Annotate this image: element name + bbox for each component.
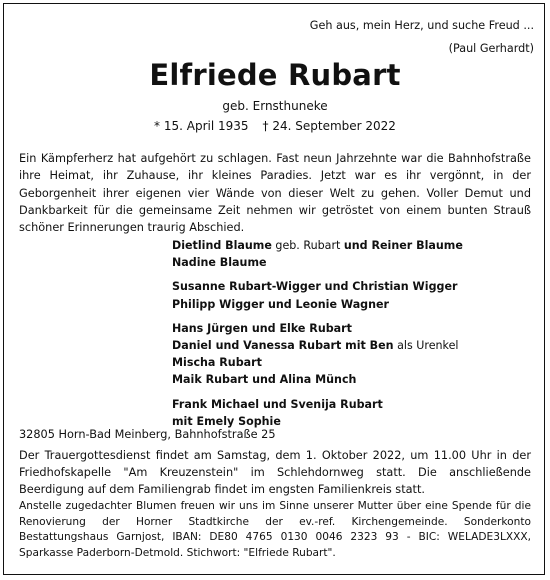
family-group [172, 320, 463, 389]
family-line: Philipp Wigger und Leonie Wagner [172, 297, 390, 311]
motto [310, 14, 534, 60]
family-group [172, 278, 463, 312]
family-line: mit Emely Sophie [172, 414, 281, 428]
death-date: † 24. September 2022 [262, 119, 396, 133]
intro-text: Ein Kämpferherz hat aufgehört zu schlagen. Fast neun Jahrzehnte war die Bahnhofstraße ihre Heimat, ihr Zuhause, ihr kleines Paradies. Jetzt war es ihr vergönnt, in der Geborgenheit ihrer eigenen vier Wände von dieser Welt zu gehen. Voller Demut und Dankbarkeit für die gemeinsame Zeit nehmen wir getröstet von einem bunten Strauß schöner Erinnerungen traurig Abschied. [19, 152, 531, 235]
donation-text: Anstelle zugedachter Blumen freuen wir uns im Sinne unserer Mutter über eine Spende für die Renovierung der Horner Stadtkirche der ev.-ref. Kirchengemeinde. Sonderkonto Bestattungshaus Garnjost, IBAN: DE80 4765 0130 0046 2323 93 - BIC: WELADE3LXXX, Sparkasse Paderborn-Detmold. Stichwort: "Elfriede Rubart". [19, 500, 531, 559]
family-line: Maik Rubart und Alina Münch [172, 373, 357, 387]
family-name: Dietlind Blaume [172, 239, 272, 252]
family-name: Daniel und Vanessa Rubart mit Ben [172, 339, 394, 353]
family-line: Susanne Rubart-Wigger und Christian Wigger [172, 280, 458, 294]
family-list [172, 237, 463, 437]
address: 32805 Horn-Bad Meinberg, Bahnhofstraße 25 [19, 428, 276, 441]
family-line: Nadine Blaume [172, 256, 267, 270]
deceased-name: Elfriede Rubart [149, 58, 401, 92]
birth-date: * 15. April 1935 [154, 119, 249, 133]
life-dates [0, 119, 550, 133]
family-group [172, 237, 463, 271]
family-line: Frank Michael und Svenija Rubart [172, 397, 383, 411]
family-line [172, 337, 463, 354]
service-text: Der Trauergottesdienst findet am Samstag, dem 1. Oktober 2022, um 11.00 Uhr in der Friedhofskapelle "Am Kreuzenstein" im Schlehdornweg statt. Die anschließende Beerdigung auf dem Familiengrab findet im engsten Familienkreis statt. [19, 449, 531, 496]
motto-quote: Geh aus, mein Herz, und suche Freud ... [309, 19, 534, 32]
family-line [172, 237, 463, 254]
family-name: und Reiner Blaume [343, 239, 463, 252]
birth-name: geb. Ernsthuneke [222, 99, 328, 113]
family-group [172, 396, 463, 430]
family-line: Hans Jürgen und Elke Rubart [172, 321, 352, 335]
family-line: Mischa Rubart [172, 356, 262, 370]
family-note: als Urenkel [393, 339, 459, 353]
family-note: geb. Rubart [271, 239, 344, 252]
motto-author: (Paul Gerhardt) [448, 42, 534, 55]
